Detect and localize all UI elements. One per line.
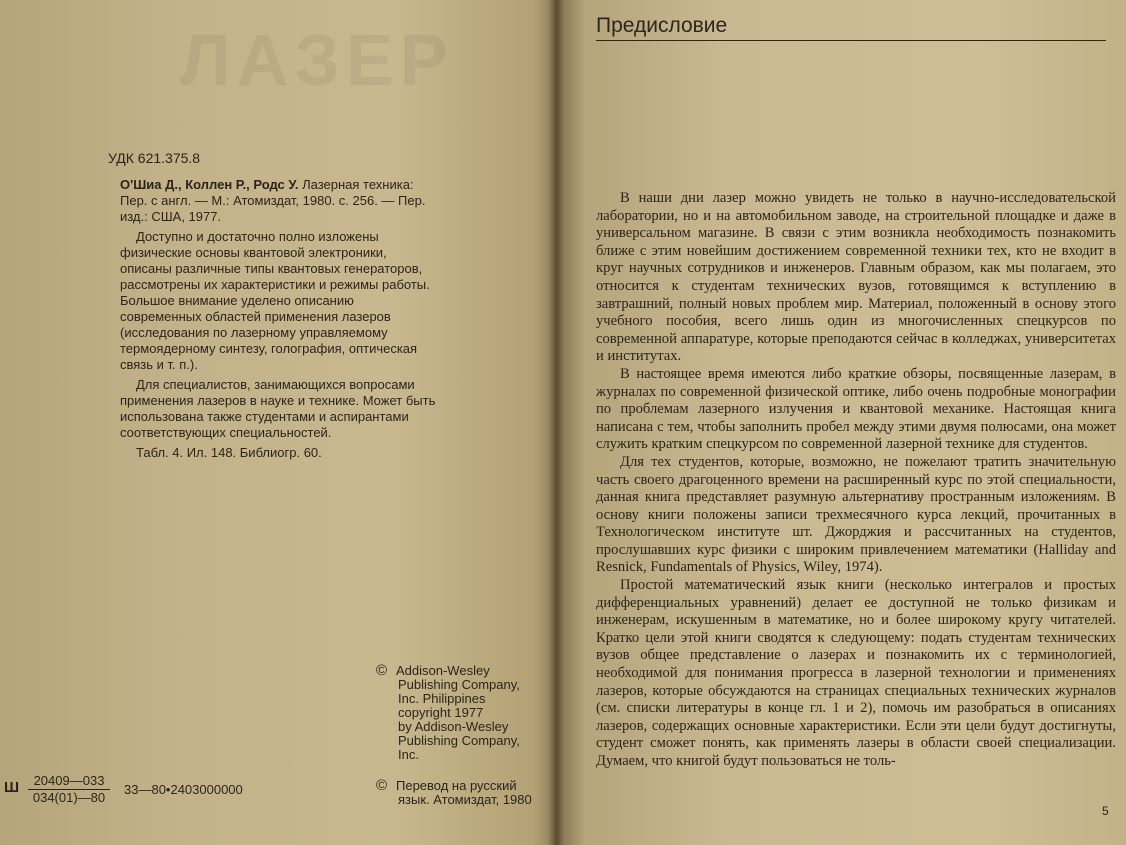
annotation-paragraph: Доступно и достаточно полно изложены физические основы квантовой электроники, описаны различные типы квантовых генераторов, рассмотрены их характеристики и режимы работы. Большое внимание уделено описанию современных областей применения лазеров (исследования по лазерному управляемому термоядерному синтезу, голография, оптическая связь и т. п.).: [120, 229, 430, 372]
copyright-line: Publishing Company,: [398, 677, 520, 692]
catalog-letter: Ш: [4, 779, 20, 796]
catalog-numerator: 20409—033: [28, 773, 110, 790]
copyright-line: by Addison-Wesley: [398, 719, 509, 734]
bibliographic-entry: [120, 177, 438, 225]
page-number: 5: [1102, 804, 1109, 818]
book-stats: Табл. 4. Ил. 148. Библиогр. 60.: [136, 445, 322, 460]
right-page: [556, 0, 1126, 845]
copyright-line: Inc. Philippines: [398, 691, 486, 706]
copyright-line: Addison-Wesley: [396, 663, 490, 678]
book-spine-shadow: [548, 0, 564, 845]
page-title: Предисловие: [596, 14, 728, 37]
preface-body: [596, 190, 1116, 771]
catalog-denominator: 034(01)—80: [32, 790, 106, 805]
bibliographic-block: [120, 177, 438, 461]
preface-paragraph: Простой математический язык книги (несколько интегралов и простых дифференциальных уравнений) делает ее доступной не только физикам и инженерам, искушенным в математике, но и более широкому кругу читателей. Кратко цели этой книги сводятся к следующему: подать студентам технических вузов общее представление о лазерах и познакомить их с терминологией, необходимой для понимания прогресса в лазерной технологии и применениях лазеров, которые обсуждаются на страницах специальных технических журналов (см. списки литературы в конце гл. 1 и 2), помочь им разобраться в описаниях лазеров, содержащих основные характеристики. Если эти цели будут достигнуты, студент сможет понять, как применять лазеры в области своей специализации. Думаем, что книгой будут пользоваться не толь-: [596, 577, 1116, 769]
translation-line: Перевод на русский: [396, 778, 517, 793]
catalog-code: 33—80•2403000000: [124, 782, 243, 797]
copyright-line: Inc.: [398, 747, 419, 762]
annotation-paragraph: Для специалистов, занимающихся вопросами применения лазеров в науке и технике. Может быть использована также студентами и аспирантами соответствующих специальностей.: [120, 377, 436, 440]
copyright-symbol: ©: [376, 777, 388, 794]
preface-paragraph: Для тех студентов, которые, возможно, не пожелают тратить значительную часть своего драгоценного времени на расширенный курс по этой специальности, данная книга представляет разумную альтернативу пространным изложениям. В основу книги положены записи трехмесячного курса лекций, прочитанных в Технологическом институте шт. Джорджия и рассчитанных на студентов, прослушавших курс физики с широким привлечением математики (Halliday and Resnick, Fundamentals of Physics, Wiley, 1974).: [596, 453, 1116, 576]
book-details: Лазерная техника: Пер. с англ. — М.: Атомиздат, 1980. с. 256. — Пер. изд.: США, 1977.: [120, 177, 426, 224]
copyright-notice: [376, 664, 546, 762]
translation-copyright: [376, 779, 546, 807]
copyright-symbol: ©: [376, 662, 388, 679]
title-divider: [596, 40, 1106, 41]
left-page: [0, 0, 556, 845]
copyright-line: copyright 1977: [398, 705, 484, 720]
preface-paragraph: В настоящее время имеются либо краткие обзоры, посвященные лазерам, в журналах по современной физической оптике, либо очень подробные монографии по проблемам лазерного излучения и квантовой механике. Настоящая книга написана с тем, чтобы заполнить пробел между этими двумя полюсами, она может служить кратким спецкурсом по современной лазерной технике для студентов.: [596, 365, 1116, 453]
copyright-line: Publishing Company,: [398, 733, 520, 748]
catalog-fraction: [28, 773, 110, 806]
preface-paragraph: В наши дни лазер можно увидеть не только в научно-исследовательской лаборатории, но и на автомобильном заводе, на строительной площадке и даже в универсальном магазине. В связи с этим возникла необходимость познакомить ближе с этим новейшим достижением современной техники тех, кто не входит в круг научных сотрудников и инженеров. Главным образом, как мы полагаем, это относится к студентам технических вузов, готовящимся к вступлению в завтрашний, полный новых проблем мир. Материал, положенный в основу этого учебного пособия, всего лишь один из многочисленных спецкурсов по современной аппаратуре, которые преподаются сейчас в колледжах, университетах и институтах.: [596, 190, 1116, 365]
book-authors: О'Шиа Д., Коллен Р., Родс У.: [120, 177, 299, 192]
translation-line: язык. Атомиздат, 1980: [398, 792, 532, 807]
show-through-text: ЛАЗЕР: [180, 21, 454, 101]
udk-code: УДК 621.375.8: [108, 150, 201, 166]
